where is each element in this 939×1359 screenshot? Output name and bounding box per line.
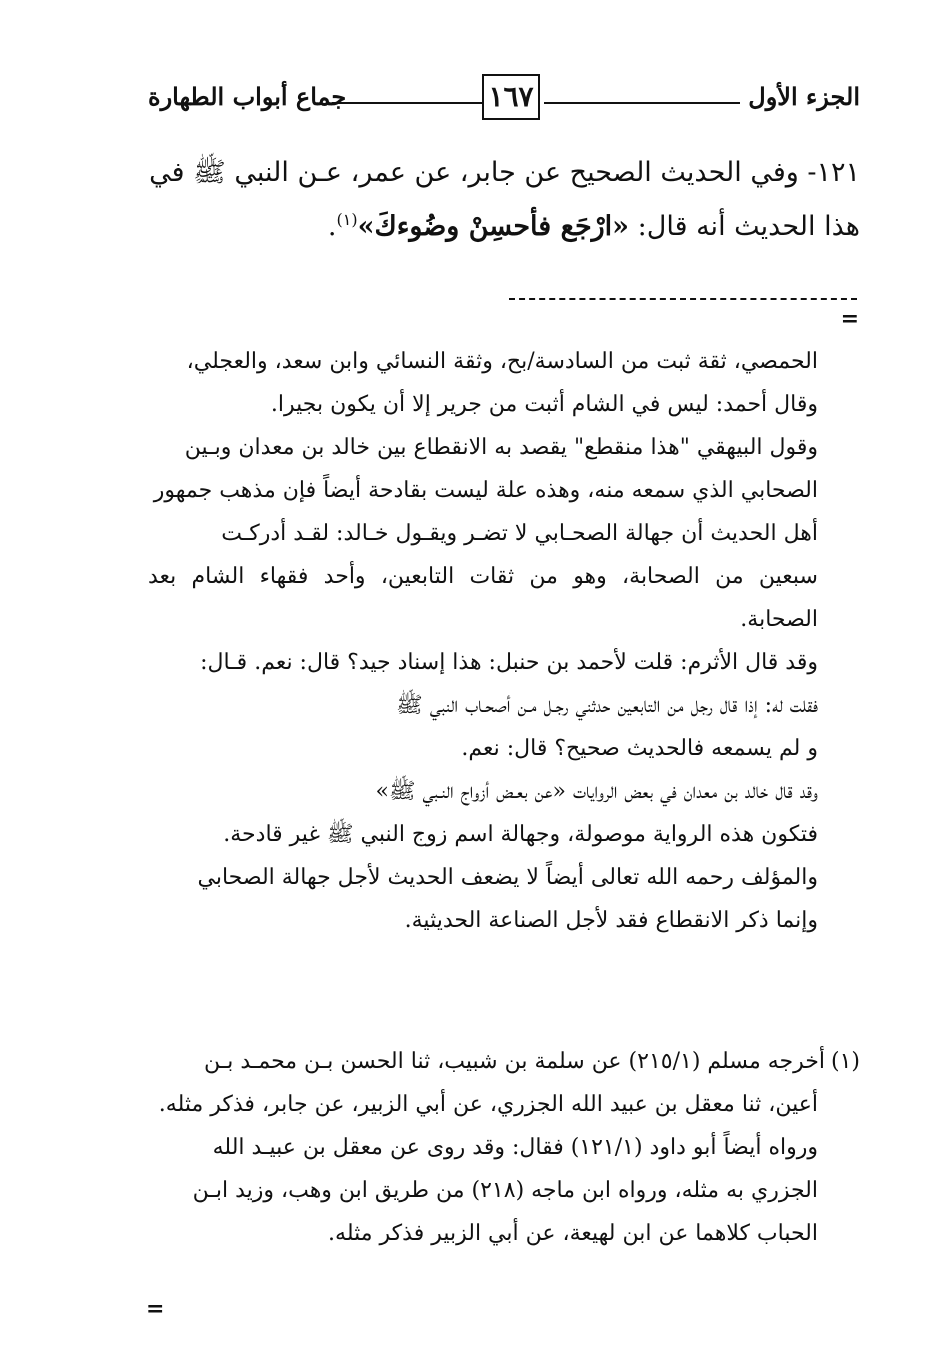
main-line-2-prefix: هذا الحديث أنه قال:	[629, 211, 860, 242]
main-text	[148, 146, 860, 254]
commentary-line: وقول البيهقي "هذا منقطع" يقصد به الانقطاع بين خالد بن معدان وبـين	[184, 435, 818, 460]
commentary-line: أهل الحديث أن جهالة الصحـابي لا تضـر ويقـول خـالد: لقـد أدركـت	[221, 521, 818, 546]
header-rule-left	[332, 102, 482, 104]
footnote-marker: (١)	[830, 1049, 860, 1074]
commentary-line: سبعين من الصحابة، وهو من ثقات التابعين، وأحد فقهاء الشام بعد الصحابة.	[148, 564, 818, 632]
footnote-line-text: أخرجه مسلم (٢١٥/١) عن سلمة بن شبيب، ثنا الحسن بـن محمـد بـن	[204, 1049, 825, 1074]
commentary-line: الحمصي، ثقة ثبت من السادسة/بح، وثقة النسائي وابن سعد، والعجلي،	[186, 349, 818, 374]
hadith-quote: «ارْجَع فأحسِنْ وضُوءكَ»	[357, 211, 630, 242]
footnote-line: الحباب كلاهما عن ابن لهيعة، عن أبي الزبير فذكر مثله.	[328, 1221, 818, 1246]
continuation-mark-bottom: =	[146, 1296, 165, 1322]
footnote-1	[148, 1040, 860, 1255]
commentary-line: فتكون هذه الرواية موصولة، وجهالة اسم زوج النبي ﷺ غير قادحة.	[223, 822, 818, 847]
footnote-reference: (١)	[336, 210, 358, 229]
commentary-line: فقلت له: إذا قال رجل من التابعين حدثني رجـل مـن أصحـاب النبي ﷺ	[396, 693, 818, 718]
main-line-2	[148, 200, 860, 254]
commentary-line: الصحابي الذي سمعه منه، وهذه علة ليست بقادحة أيضاً فإن مذهب جمهور	[153, 478, 818, 503]
footnote-line: الجزري به مثله، ورواه ابن ماجه (٢١٨) من طريق ابن وهب، وزيد ابـن	[192, 1178, 818, 1203]
commentary-line: وقد قال خالد بن معدان في بعض الروايات «عن بعـض أزواج النـبي ﷺ»	[375, 779, 818, 804]
commentary-line: والمؤلف رحمه الله تعالى أيضاً لا يضعف الحديث لأجل جهالة الصحابي	[197, 865, 818, 890]
continuation-mark-top: =	[840, 306, 859, 332]
footnote-line: ورواه أيضاً أبو داود (١٢١/١) فقال: وقد روى عن معقل بن عبيـد الله	[212, 1135, 818, 1160]
header-rule-right	[544, 102, 740, 104]
page-header	[148, 68, 860, 124]
main-line-2-suffix: .	[327, 211, 337, 242]
page-number: ١٦٧	[482, 74, 540, 120]
commentary-block	[148, 340, 818, 942]
volume-title: الجزء الأول	[748, 82, 860, 111]
main-line-1: ١٢١- وفي الحديث الصحيح عن جابر، عن عمر، عـن النبي ﷺ في	[149, 157, 860, 188]
commentary-line: وقد قال الأثرم: قلت لأحمد بن حنبل: هذا إسناد جيد؟ قال: نعم. قـال:	[200, 650, 818, 675]
commentary-line: و لم يسمعه فالحديث صحيح؟ قال: نعم.	[461, 736, 818, 761]
footnote-separator	[509, 298, 857, 300]
chapter-title: جماع أبواب الطهارة	[148, 82, 347, 111]
commentary-line: وقال أحمد: ليس في الشام أثبت من جرير إلا أن يكون بجيرا.	[270, 392, 818, 417]
footnote-line: أعين، ثنا معقل بن عبيد الله الجزري، عن أبي الزبير، عن جابر، فذكر مثله.	[158, 1092, 818, 1117]
footnote-line	[148, 1040, 860, 1083]
commentary-line: وإنما ذكر الانقطاع فقد لأجل الصناعة الحديثية.	[404, 908, 818, 933]
